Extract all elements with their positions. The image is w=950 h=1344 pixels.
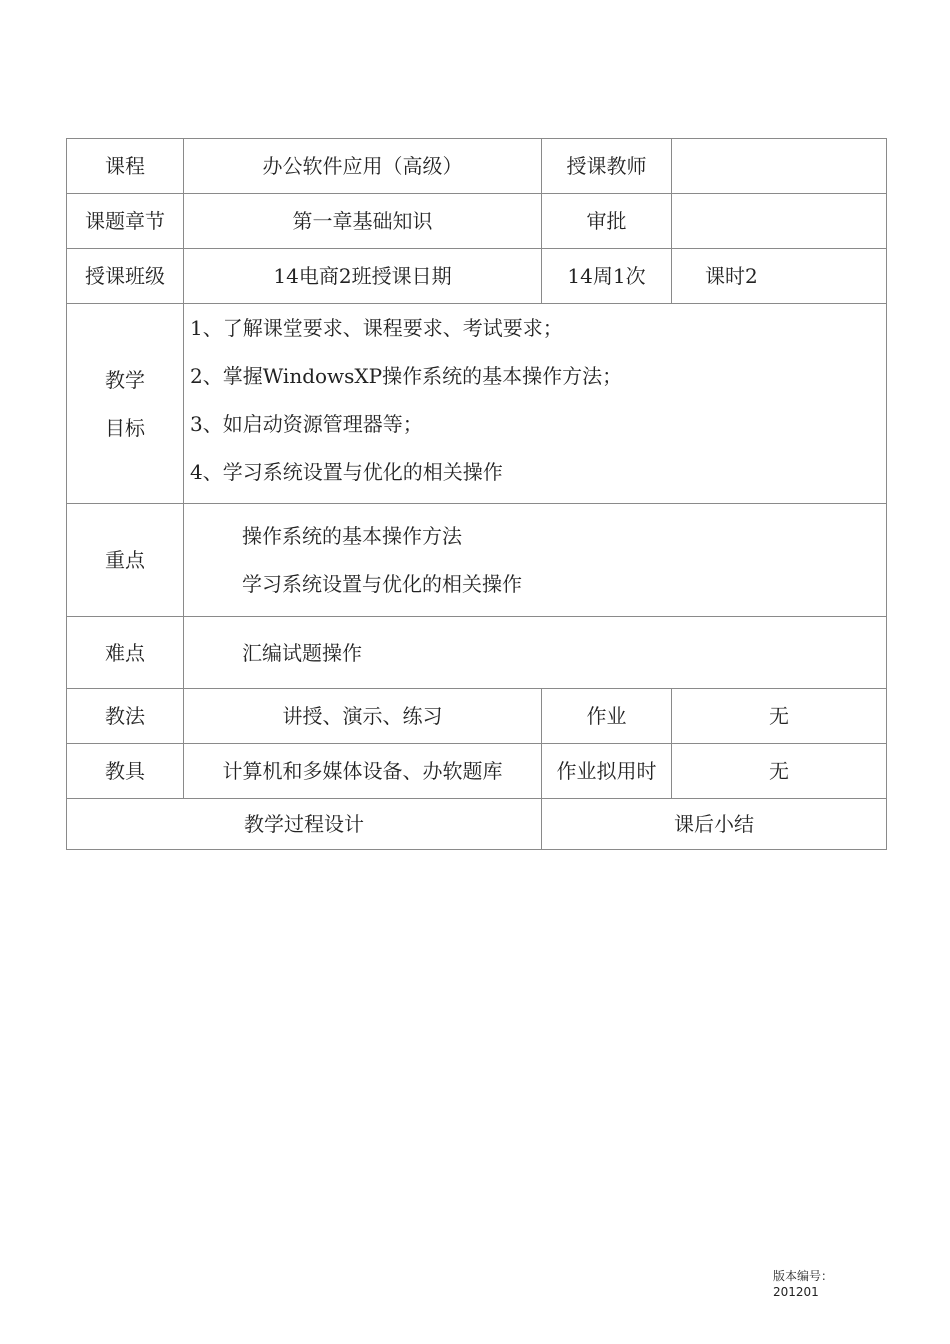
chapter-row [67,194,887,249]
after-class-summary-header: 课后小结 [542,799,887,850]
course-row [67,139,887,194]
difficulty-value: 汇编试题操作 [184,617,887,689]
method-label: 教法 [67,689,184,744]
objectives-label-line2: 目标 [105,415,145,440]
approval-label: 审批 [542,194,672,249]
class-value: 14电商2班授课日期 [184,249,542,304]
tools-label: 教具 [67,744,184,799]
key-point-item: 操作系统的基本操作方法 [242,524,462,548]
class-hours-cell [672,249,887,304]
objectives-content [184,304,887,504]
teacher-label: 授课教师 [542,139,672,194]
method-row [67,689,887,744]
tools-row [67,744,887,799]
teacher-value [672,139,887,194]
chapter-label: 课题章节 [67,194,184,249]
tools-value: 计算机和多媒体设备、办软题库 [184,744,542,799]
key-points-row [67,504,887,617]
objective-item: 3、如启动资源管理器等； [190,412,423,436]
objectives-label-line1: 教学 [105,367,145,392]
approval-value [672,194,887,249]
homework-time-value: 无 [672,744,887,799]
difficulty-label: 难点 [67,617,184,689]
objective-item: 2、掌握WindowsXP操作系统的基本操作方法； [190,364,623,388]
class-hours: 课时2 [705,264,758,288]
class-row [67,249,887,304]
process-design-header: 教学过程设计 [67,799,542,850]
class-date: 14周1次 [542,249,672,304]
class-label: 授课班级 [67,249,184,304]
homework-value: 无 [672,689,887,744]
objectives-row [67,304,887,504]
chapter-value: 第一章基础知识 [184,194,542,249]
version-note: 版本编号：201201 [773,1269,834,1299]
difficulty-row [67,617,887,689]
key-point-item: 学习系统设置与优化的相关操作 [242,572,522,596]
course-value: 办公软件应用（高级） [184,139,542,194]
footer-row [67,799,887,850]
objective-item: 1、了解课堂要求、课程要求、考试要求； [190,316,563,340]
objectives-label-cell [67,304,184,504]
key-points-content [184,504,887,617]
method-value: 讲授、演示、练习 [184,689,542,744]
homework-label: 作业 [542,689,672,744]
key-points-label: 重点 [67,504,184,617]
homework-time-label: 作业拟用时 [542,744,672,799]
objective-item: 4、学习系统设置与优化的相关操作 [190,460,503,484]
lesson-plan-table [66,138,887,850]
course-label: 课程 [67,139,184,194]
